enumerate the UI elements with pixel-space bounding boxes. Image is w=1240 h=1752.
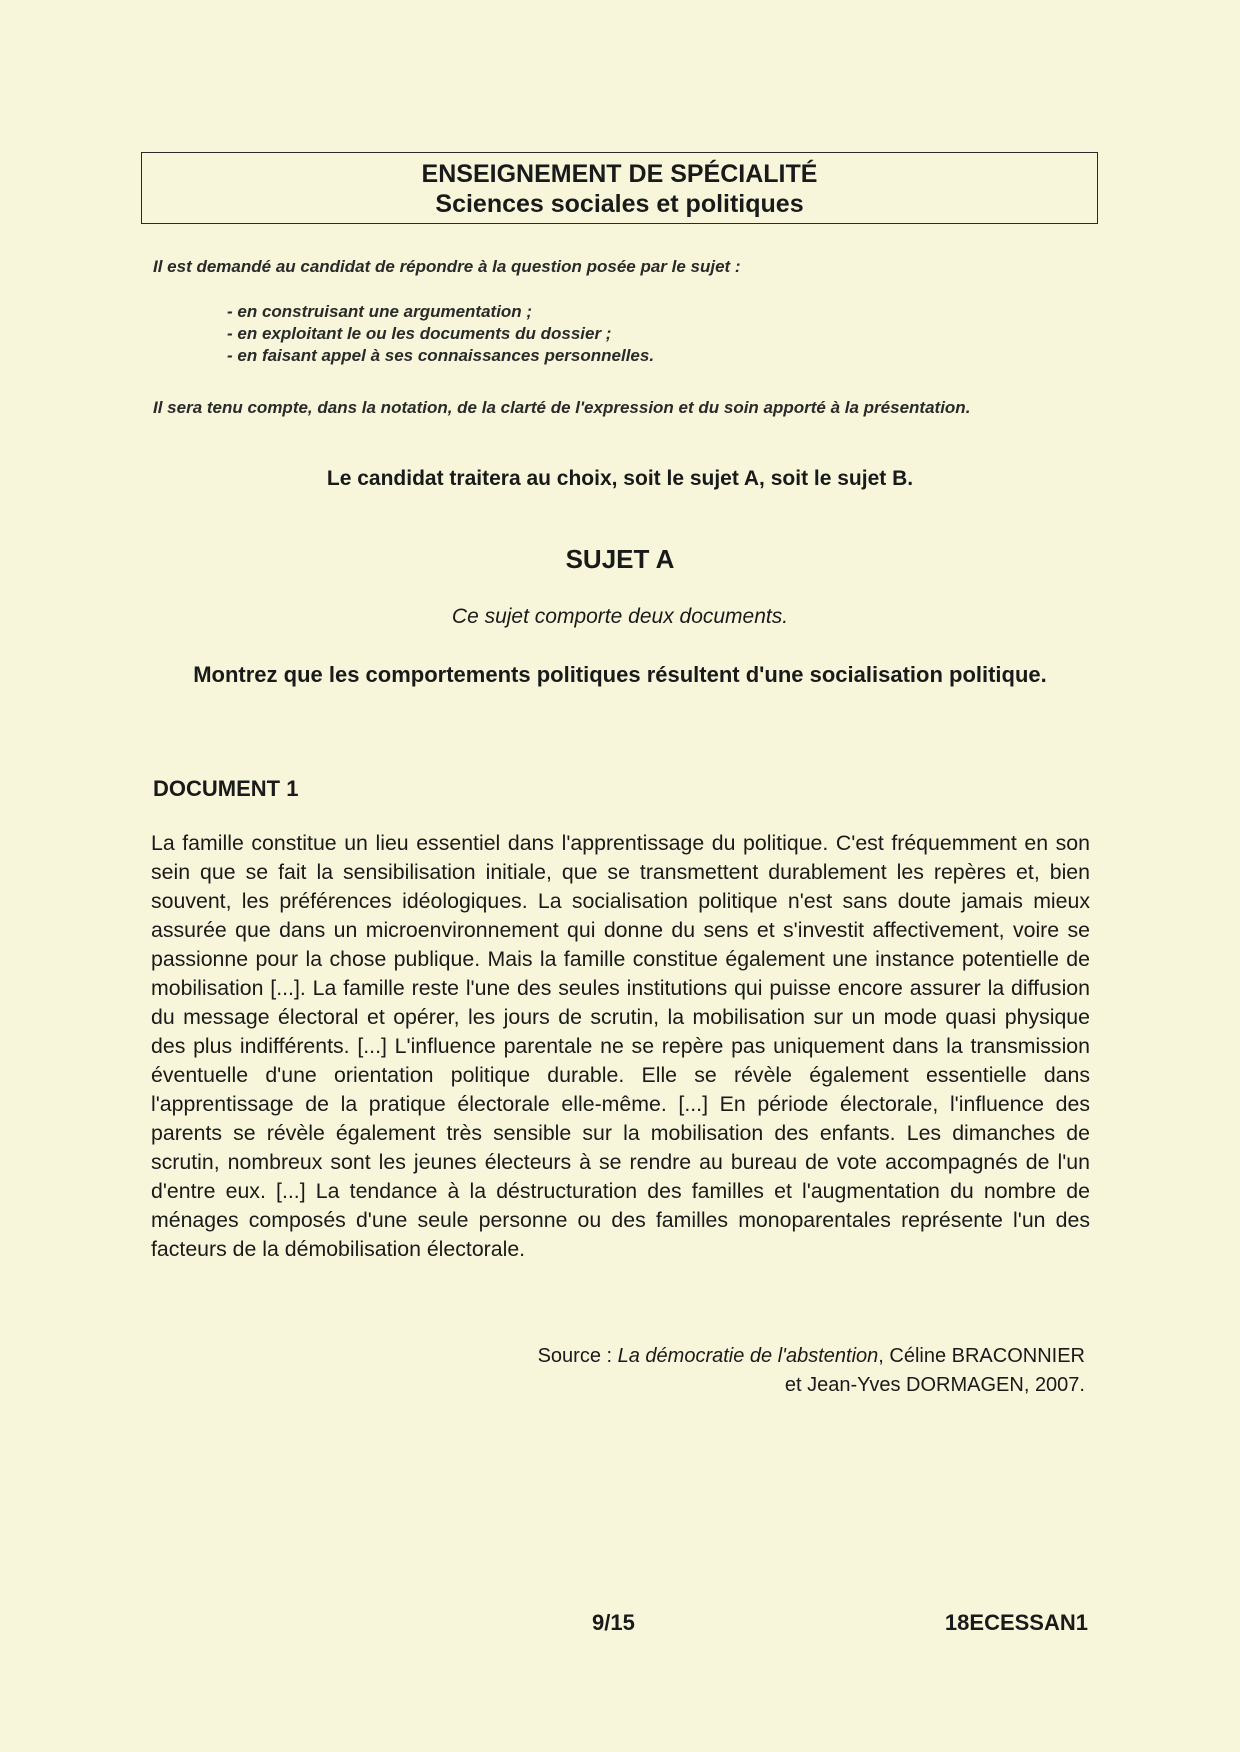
source-line-1 <box>538 1342 1085 1371</box>
sujet-question: Montrez que les comportements politiques résultent d'une socialisation politique. <box>193 662 1047 687</box>
instructions-intro: Il est demandé au candidat de répondre à la question posée par le sujet : <box>153 257 741 276</box>
header-box <box>141 152 1098 224</box>
header-title: ENSEIGNEMENT DE SPÉCIALITÉ <box>421 160 818 188</box>
sujet-subtitle: Ce sujet comporte deux documents. <box>451 605 789 628</box>
instruction-item: - en construisant une argumentation ; <box>227 302 533 321</box>
instruction-item: - en faisant appel à ses connaissances personnelles. <box>227 346 655 365</box>
source-prefix: Source : <box>537 1345 618 1367</box>
subject-choice: Le candidat traitera au choix, soit le sujet A, soit le sujet B. <box>326 467 914 490</box>
instruction-item: - en exploitant le ou les documents du dossier ; <box>227 324 612 343</box>
exam-code: 18ECESSAN1 <box>944 1610 1088 1635</box>
source-authors-2: et Jean-Yves DORMAGEN, 2007. <box>784 1374 1085 1396</box>
source-book-title: La démocratie de l'abstention <box>617 1345 879 1367</box>
document-body: La famille constitue un lieu essentiel dans l'apprentissage du politique. C'est fréquemment en son sein que se fait la sensibilisation initiale, que se transmettent durablement les repères et, bien souvent, les préférences idéologiques. La socialisation politique n'est sans doute jamais mieux assurée que dans un microenvironnement qui donne du sens et s'investit affectivement, voire se passionne pour la chose publique. Mais la famille constitue également une instance potentielle de mobilisation [...]. La famille reste l'une des seules institutions qui puisse encore assurer la diffusion du message électoral et opérer, les jours de scrutin, la mobilisation sur un mode quasi physique des plus indifférents. [...] L'influence parentale ne se repère pas uniquement dans la transmission éventuelle d'une orientation politique durable. Elle se révèle également essentielle dans l'apprentissage de la pratique électorale elle-même. [...] En période électorale, l'influence des parents se révèle également très sensible sur la mobilisation des enfants. Les dimanches de scrutin, nombreux sont les jeunes électeurs à se rendre au bureau de vote accompagnés de l'un d'entre eux. [...] La tendance à la déstructuration des familles et l'augmentation du nombre de ménages composés d'une seule personne ou des familles monoparentales représente l'un des facteurs de la démobilisation électorale. <box>151 831 1090 1261</box>
document-source <box>538 1342 1085 1400</box>
page-number: 9/15 <box>592 1610 635 1635</box>
document-title: DOCUMENT 1 <box>153 776 299 801</box>
instructions-list <box>227 301 654 367</box>
header-subtitle: Sciences sociales et politiques <box>435 190 804 218</box>
source-authors-1: , Céline BRACONNIER <box>878 1345 1085 1367</box>
sujet-title: SUJET A <box>565 544 675 574</box>
instructions-note: Il sera tenu compte, dans la notation, de la clarté de l'expression et du soin apporté à la présentation. <box>153 398 971 417</box>
